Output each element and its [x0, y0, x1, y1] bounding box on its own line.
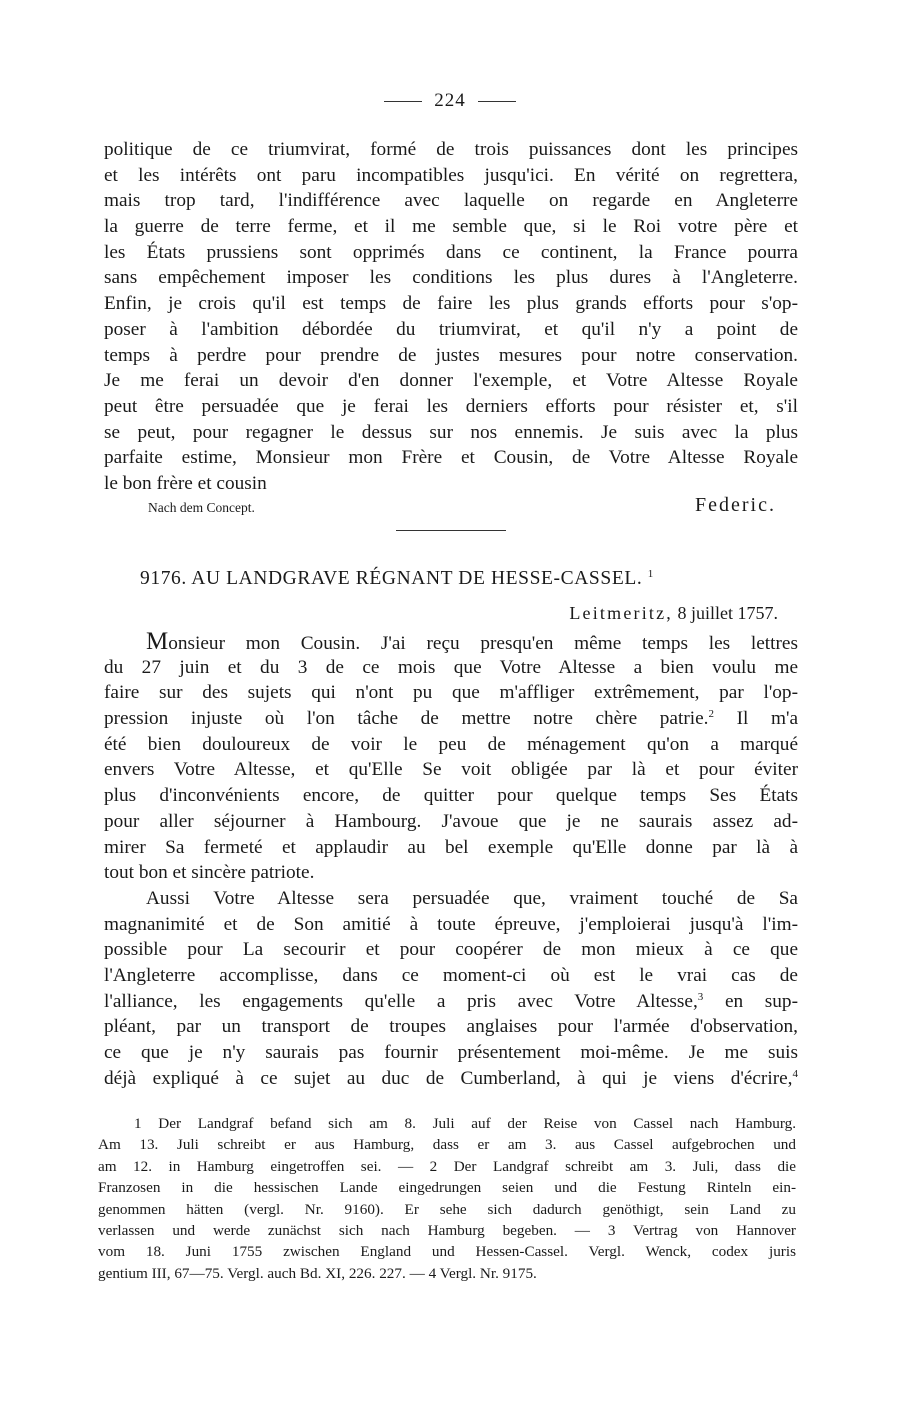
text-run: déjà expliqué à ce sujet au duc de Cumberland, à qui je viens d'écrire, [104, 1067, 793, 1089]
initial-letter: M [146, 628, 169, 655]
text-line: Aussi Votre Altesse sera persuadée que, vraiment touché de Sa [146, 887, 798, 909]
text-line [104, 706, 798, 732]
letter-heading-text: 9176. AU LANDGRAVE RÉGNANT DE HESSE-CASSEL. [140, 568, 643, 589]
footnote-ref: 4 [792, 1067, 798, 1080]
text-line: pléant, par un transport de troupes anglaises pour l'armée d'observation, [104, 1016, 798, 1038]
text-run: en sup- [724, 990, 798, 1012]
text-line: ce que je n'y saurais pas fournir présentement moi-même. Je me suis [104, 1042, 798, 1063]
text-line: envers Votre Altesse, et qu'Elle Se voit obligée par là et pour éviter [104, 759, 798, 781]
footnote-ref: 1 [647, 568, 654, 580]
page-number: 224 [434, 90, 466, 111]
text-line: le bon frère et cousin [104, 472, 267, 494]
header-dash-right [478, 101, 516, 102]
text-line [104, 1066, 798, 1092]
text-line: politique de ce triumvirat, formé de trois puissances dont les principes [104, 139, 798, 160]
text-line: été bien douloureux de voir le peu de ménagement qu'on a marqué [104, 733, 798, 755]
text-run: pression injuste où l'on tâche de mettre notre chère patrie. [104, 708, 709, 730]
text-line: faire sur des sujets qui n'ont pu que m'affliger extrêmement, par l'op- [104, 682, 798, 704]
text-line: magnanimité et de Son amitié à toute épreuve, j'emploierai jusqu'à l'im- [104, 913, 798, 935]
text-line: pour aller séjourner à Hambourg. J'avoue que je ne saurais assez ad- [104, 810, 798, 832]
source-note: Nach dem Concept. [148, 500, 255, 515]
footnote-line: am 12. in Hamburg eingetroffen sei. — 2 Der Landgraf schreibt am 3. Juli, dass die [98, 1157, 796, 1175]
text-line: mais trop tard, l'indifférence avec laquelle on regarde en Angleterre [104, 190, 798, 212]
text-line [104, 989, 798, 1015]
text-line: la guerre de terre ferme, et il me semble que, si le Roi votre père et [104, 216, 798, 238]
text-run: onsieur mon Cousin. J'ai reçu presqu'en même temps les lettres [168, 633, 798, 654]
text-line: du 27 juin et du 3 de ce mois que Votre Altesse a bien voulu me [104, 656, 798, 678]
text-line: Je me ferai un devoir d'en donner l'exemple, et Votre Altesse Royale [104, 370, 798, 392]
text-line: mirer Sa fermeté et applaudir au bel exemple qu'Elle donne par là à [104, 836, 798, 858]
page-header [0, 90, 900, 112]
footnote-line: gentium III, 67—75. Vergl. auch Bd. XI, 226. 227. — 4 Vergl. Nr. 9175. [98, 1264, 537, 1282]
text-line: l'Angleterre accomplisse, dans ce moment-ci où est le vrai cas de [104, 964, 798, 986]
text-line: sans empêchement imposer les conditions les plus dures à l'Angleterre. [104, 267, 798, 289]
footnote-line: Am 13. Juli schreibt er aus Hamburg, dass er am 3. aus Cassel aufgebrochen und [98, 1136, 796, 1154]
footnote-ref: 3 [697, 990, 704, 1003]
text-line: tout bon et sincère patriote. [104, 862, 315, 884]
section-separator [396, 530, 506, 531]
closing-paragraph [104, 137, 798, 497]
text-line: parfaite estime, Monsieur mon Frère et Cousin, de Votre Altesse Royale [104, 447, 798, 469]
text-line: peut être persuadée que je ferai les derniers efforts pour résister et, s'il [104, 395, 798, 417]
letter-body [104, 629, 798, 1091]
signature: Federic. [695, 494, 776, 516]
letter-dateline [569, 603, 778, 624]
letter-place: Leitmeritz, [569, 603, 673, 623]
footnote-line: vom 18. Juni 1755 zwischen England und Hessen-Cassel. Vergl. Wenck, codex juris [98, 1243, 796, 1261]
text-line: plus d'inconvénients encore, de quitter pour quelque temps Ses États [104, 785, 798, 807]
footnotes [98, 1113, 796, 1284]
text-run: Il m'a [736, 708, 798, 730]
header-dash-left [384, 101, 422, 102]
footnote-line: Franzosen in die hessischen Lande eingedrungen seien und die Festung Rinteln ein- [98, 1179, 796, 1197]
text-run: l'alliance, les engagements qu'elle a pris avec Votre Altesse, [104, 990, 698, 1012]
source-row [148, 494, 776, 520]
text-line: et les intérêts ont paru incompatibles jusqu'ici. En vérité on regrettera, [104, 164, 798, 186]
footnote-line: verlassen und werde zunächst sich nach Hamburg begeben. — 3 Vertrag von Hannover [98, 1221, 796, 1239]
letter-heading [140, 568, 780, 590]
text-line: Enfin, je crois qu'il est temps de faire les plus grands efforts pour s'op- [104, 293, 798, 315]
footnote-line: 1 Der Landgraf befand sich am 8. Juli auf der Reise von Cassel nach Hamburg. [134, 1115, 796, 1132]
footnote-line: genommen hätten (vergl. Nr. 9160). Er sehe sich dadurch genöthigt, sein Land zu [98, 1200, 796, 1218]
text-line: se peut, pour regagner le dessus sur nos ennemis. Je suis avec la plus [104, 421, 798, 443]
text-line: les États prussiens sont opprimés dans ce continent, la France pourra [104, 241, 798, 263]
text-line: possible pour La secourir et pour coopérer de mon mieux à ce que [104, 939, 798, 961]
text-line: poser à l'ambition débordée du triumvirat, et qu'il n'y a point de [104, 318, 798, 340]
text-line: temps à perdre pour prendre de justes mesures pour notre conservation. [104, 344, 798, 366]
footnote-ref: 2 [708, 708, 715, 721]
text-line [104, 629, 798, 655]
letter-date: 8 juillet 1757. [677, 603, 778, 623]
